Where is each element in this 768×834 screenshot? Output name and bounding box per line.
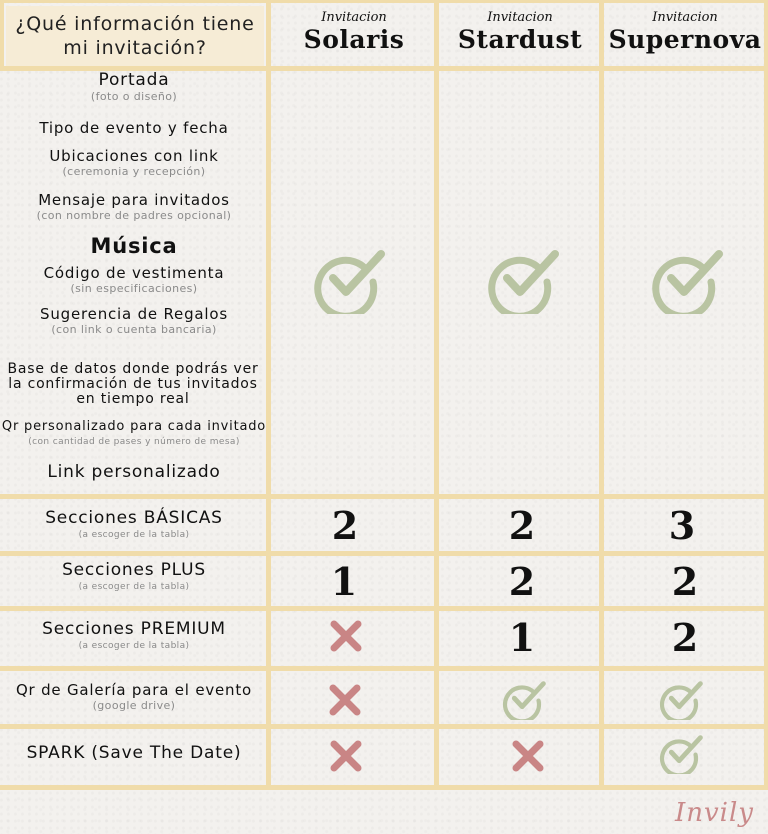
feature-note: (foto o diseño) xyxy=(90,90,178,103)
plan-header-stardust xyxy=(440,2,600,64)
feature-title: Sugerencia de Regalos xyxy=(40,305,228,323)
plan-sub-label: Invitacion xyxy=(652,10,718,25)
feature-title: Música xyxy=(90,234,178,258)
feature-regalos xyxy=(0,306,268,337)
check-icon xyxy=(502,680,546,720)
row-spark xyxy=(0,743,268,763)
value-stardust: 1 xyxy=(508,615,536,660)
check-icon xyxy=(659,734,703,774)
row-note: (google drive) xyxy=(92,699,176,712)
row-note: (a escoger de la tabla) xyxy=(78,530,190,540)
check-icon xyxy=(659,680,703,720)
cross-icon xyxy=(328,738,364,774)
row-title: Secciones PREMIUM xyxy=(42,619,226,639)
value-stardust: 2 xyxy=(508,559,536,604)
grid-divider xyxy=(0,0,768,3)
grid-divider xyxy=(0,494,768,499)
row-title: Qr de Galería para el evento xyxy=(15,681,253,699)
feature-title: Código de vestimenta xyxy=(43,264,225,282)
value-solaris: 1 xyxy=(330,559,358,604)
feature-title: Mensaje para invitados xyxy=(38,191,230,209)
plan-name: Supernova xyxy=(608,25,762,54)
feature-portada xyxy=(0,70,268,104)
plan-header-solaris xyxy=(274,2,434,64)
feature-title: Qr personalizado para cada invitado xyxy=(1,419,267,434)
plan-name: Solaris xyxy=(303,25,405,54)
row-note: (a escoger de la tabla) xyxy=(78,582,190,592)
feature-title: Base de datos donde podrás ver la confirmación de tus invitados en tiempo real xyxy=(7,361,259,407)
grid-divider xyxy=(0,724,768,729)
feature-ubicaciones xyxy=(0,148,268,179)
feature-vestimenta xyxy=(0,265,268,296)
value-supernova: 3 xyxy=(668,503,696,548)
grid-divider xyxy=(599,0,604,790)
feature-musica xyxy=(0,234,268,258)
value-supernova: 2 xyxy=(671,559,699,604)
feature-title: Link personalizado xyxy=(47,462,221,482)
row-title: Secciones BÁSICAS xyxy=(45,508,223,528)
grid-divider xyxy=(0,666,768,671)
cross-icon xyxy=(510,738,546,774)
question-text: ¿Qué información tiene mi invitación? xyxy=(15,13,255,59)
feature-title: Ubicaciones con link xyxy=(49,147,219,165)
plan-name: Stardust xyxy=(457,25,583,54)
value-solaris: 2 xyxy=(331,503,359,548)
plan-sub-label: Invitacion xyxy=(321,10,387,25)
feature-note: (con link o cuenta bancaria) xyxy=(51,323,217,336)
brand-logo: Invily xyxy=(674,798,754,828)
grid-divider xyxy=(764,0,768,790)
value-supernova: 2 xyxy=(671,615,699,660)
check-icon xyxy=(313,248,385,314)
grid-divider xyxy=(266,0,271,790)
row-secciones-basicas xyxy=(0,508,268,542)
feature-mensaje xyxy=(0,192,268,223)
feature-tipo-evento xyxy=(0,120,268,137)
cross-icon xyxy=(328,618,364,654)
feature-note: (con cantidad de pases y número de mesa) xyxy=(28,437,240,447)
grid-divider xyxy=(0,606,768,611)
row-secciones-premium xyxy=(0,619,268,653)
row-qr-galeria xyxy=(0,682,268,713)
feature-base-datos xyxy=(4,362,262,407)
row-secciones-plus xyxy=(0,560,268,594)
grid-divider xyxy=(0,551,768,556)
table-question xyxy=(6,6,264,66)
feature-note: (con nombre de padres opcional) xyxy=(36,209,232,222)
plan-sub-label: Invitacion xyxy=(487,10,553,25)
check-icon xyxy=(487,248,559,314)
value-stardust: 2 xyxy=(508,503,536,548)
row-note: (a escoger de la tabla) xyxy=(78,641,190,651)
feature-note: (sin especificaciones) xyxy=(70,282,198,295)
grid-divider xyxy=(0,0,4,70)
grid-divider xyxy=(0,785,768,790)
feature-note: (ceremonia y recepción) xyxy=(62,165,206,178)
feature-title: Portada xyxy=(98,70,170,90)
feature-title: Tipo de evento y fecha xyxy=(39,119,229,137)
row-title: Secciones PLUS xyxy=(62,560,206,580)
row-title: SPARK (Save The Date) xyxy=(26,743,242,763)
feature-link xyxy=(0,462,268,482)
check-icon xyxy=(651,248,723,314)
grid-divider xyxy=(434,0,439,790)
cross-icon xyxy=(327,682,363,718)
feature-qr-invitado xyxy=(0,418,268,449)
plan-header-supernova xyxy=(604,2,766,64)
